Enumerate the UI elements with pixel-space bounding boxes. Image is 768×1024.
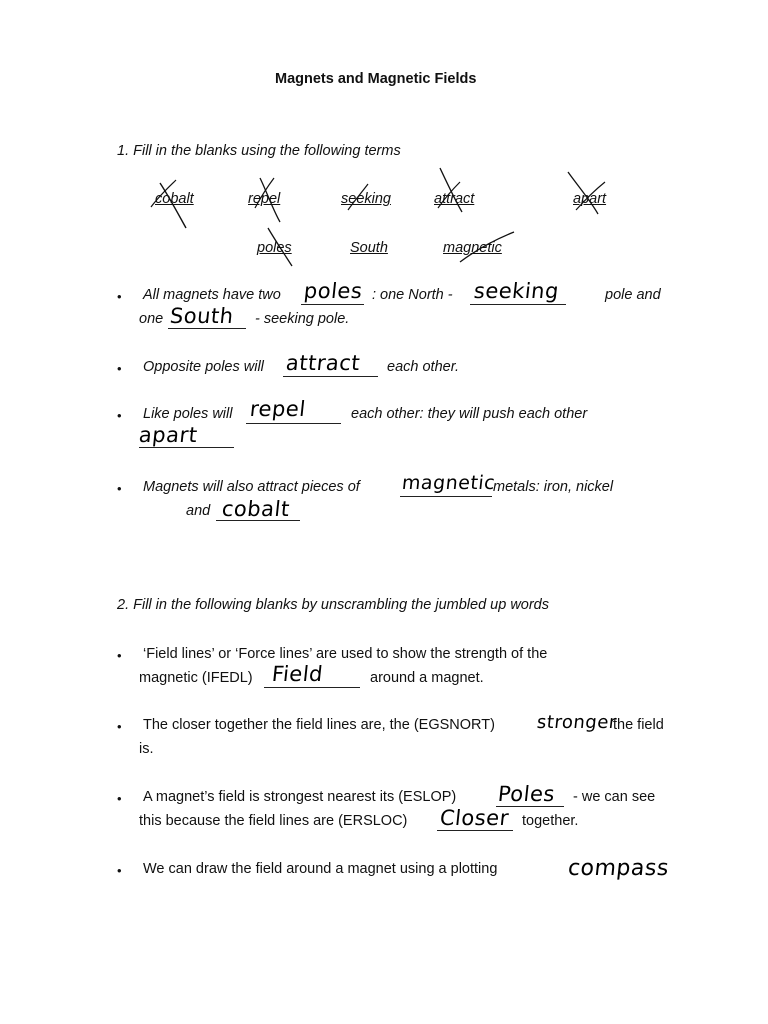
q1-b1-text-mid: : one North - [372,287,453,303]
q2-b3-line1-post: - we can see [573,789,656,805]
q1-b4-text: Magnets will also attract pieces of [143,479,360,495]
handwritten-answer-attract: attract [284,351,362,375]
handwritten-answer-compass: compass [566,856,671,881]
term-seeking: seeking [341,191,391,207]
term-repel: repel [248,191,281,207]
blank-line [139,447,234,448]
bullet-marker: • [117,408,122,423]
term-poles: poles [257,240,292,256]
blank-line [400,496,492,497]
bullet-marker: • [117,863,122,878]
handwritten-answer-seeking: seeking [472,279,561,303]
handwritten-answer-magnetic: magnetic [400,472,497,494]
blank-line [246,423,341,424]
q2-b2-line2: is. [139,741,154,757]
term-strike-marks [0,0,768,280]
q2-b2-line1-pre: The closer together the field lines are, the (EGSNORT) [143,717,495,733]
handwritten-answer-closer: Closer [438,806,511,830]
q1-b1-text: All magnets have two [143,287,281,303]
q1-b4-line2-pre: and [186,503,211,519]
blank-line [437,830,513,831]
handwritten-answer-south: South [168,304,235,328]
q2-b3-line2-pre: this because the field lines are (ERSLOC) [139,813,408,829]
question-2-heading: 2. Fill in the following blanks by unscrambling the jumbled up words [117,597,549,613]
term-attract: attract [434,191,475,207]
blank-line [301,304,364,305]
bullet-marker: • [117,289,122,304]
blank-line [470,304,566,305]
blank-line [168,328,246,329]
term-cobalt: cobalt [155,191,194,207]
handwritten-answer-apart: apart [137,423,199,447]
q1-b1-line2-pre: one [139,311,164,327]
bullet-marker: • [117,648,122,663]
bullet-marker: • [117,481,122,496]
handwritten-answer-poles: poles [302,279,364,303]
handwritten-answer-poles-2: Poles [496,782,557,806]
q1-b2-text: Opposite poles will [143,359,264,375]
bullet-marker: • [117,791,122,806]
q2-b4-text: We can draw the field around a magnet using a plotting [143,861,498,877]
q1-b3-text: Like poles will [143,406,233,422]
handwritten-answer-repel: repel [248,397,307,421]
q2-b1-line1: ‘Field lines’ or ‘Force lines’ are used to show the strength of the [143,646,548,662]
q2-b1-line2-post: around a magnet. [370,670,484,686]
handwritten-answer-stronger: stronger [535,712,618,733]
bullet-marker: • [117,719,122,734]
q1-b2-text-post: each other. [387,359,460,375]
q1-b3-text-post: each other: they will push each other [351,406,588,422]
q1-b1-line2-post: - seeking pole. [255,311,350,327]
handwritten-answer-cobalt: cobalt [220,497,291,521]
q2-b3-line2-post: together. [522,813,579,829]
term-magnetic: magnetic [443,240,502,256]
q1-b4-text-post: metals: iron, nickel [493,479,614,495]
page-title: Magnets and Magnetic Fields [275,71,477,87]
q2-b3-line1-pre: A magnet’s field is strongest nearest its (ESLOP) [143,789,457,805]
q2-b1-line2-pre: magnetic (IFEDL) [139,670,253,686]
blank-line [264,687,360,688]
blank-line [283,376,378,377]
question-1-heading: 1. Fill in the blanks using the following terms [117,143,401,159]
term-apart: apart [573,191,607,207]
handwritten-answer-field: Field [270,662,325,686]
q1-b1-text-post: pole and [605,287,661,303]
bullet-marker: • [117,361,122,376]
term-south: South [350,240,388,256]
q2-b2-line1-post: the field [613,717,664,733]
